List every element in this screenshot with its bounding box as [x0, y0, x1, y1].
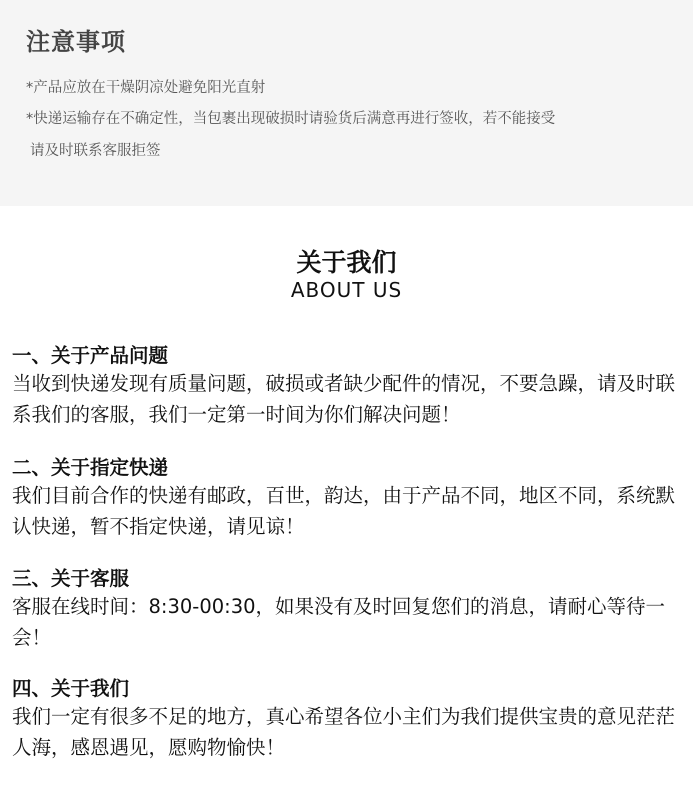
notice-line: 请及时联系客服拒签 — [30, 143, 161, 159]
section-heading-courier: 二、关于指定快递 — [12, 456, 169, 479]
section-body-product-issues: 当收到快递发现有质量问题，破损或者缺少配件的情况，不要急躁，请及时联系我们的客服，我们一定第一时间为你们解决问题！ — [12, 372, 676, 426]
about-subtitle: ABOUT US — [290, 278, 403, 302]
notice-panel — [0, 0, 693, 206]
about-title: 关于我们 — [296, 248, 397, 277]
section-heading-customer-service: 三、关于客服 — [12, 567, 130, 590]
notice-line: *快递运输存在不确定性，当包裹出现破损时请验货后满意再进行签收，若不能接受 — [26, 111, 556, 127]
section-heading-about-us: 四、关于我们 — [12, 677, 130, 700]
section-body-about-us: 我们一定有很多不足的地方，真心希望各位小主们为我们提供宝贵的意见茫茫人海，感恩遇见，愿购物愉快！ — [12, 705, 676, 759]
section-heading-product-issues: 一、关于产品问题 — [12, 344, 169, 367]
notice-line: *产品应放在干燥阴凉处避免阳光直射 — [26, 80, 266, 96]
notice-title: 注意事项 — [26, 28, 126, 56]
section-body-courier: 我们目前合作的快递有邮政，百世，韵达，由于产品不同，地区不同，系统默认快递，暂不指定快递，请见谅！ — [12, 484, 676, 538]
section-body-customer-service: 客服在线时间：8:30-00:30，如果没有及时回复您们的消息，请耐心等待一会！ — [12, 595, 666, 649]
